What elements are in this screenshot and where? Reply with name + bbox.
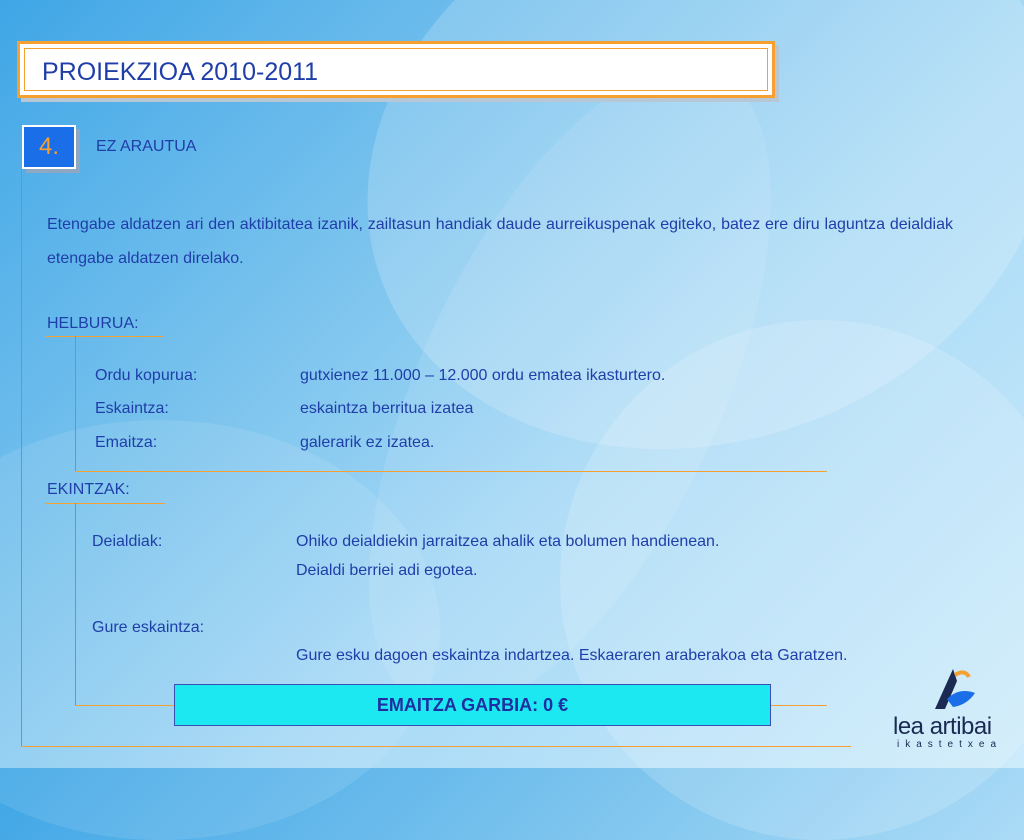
logo-mark-icon [925, 665, 985, 713]
ekintzak-underline [45, 503, 165, 504]
logo-wordmark: lea artibai [893, 713, 992, 740]
helburua-value-emaitza: galerarik ez izatea. [300, 434, 435, 451]
left-vertical-line [21, 169, 22, 746]
helburua-value-ordu: gutxienez 11.000 – 12.000 ordu ematea ikasturtero. [300, 367, 666, 384]
bottom-divider [21, 746, 851, 747]
section-number: 4. [22, 125, 76, 169]
title-box [17, 41, 775, 98]
helburua-label-eskaintza: Eskaintza: [95, 400, 169, 417]
helburua-value-eskaintza: eskaintza berritua izatea [300, 400, 474, 417]
deialdiak-label: Deialdiak: [92, 533, 163, 550]
ekintzak-vertical-line [75, 503, 76, 705]
helburua-label-emaitza: Emaitza: [95, 434, 158, 451]
background-swirl [560, 320, 1024, 840]
gure-eskaintza-label: Gure eskaintza: [92, 619, 205, 636]
helburua-underline [45, 336, 163, 337]
helburua-heading: HELBURUA: [47, 315, 139, 332]
deialdiak-line1: Ohiko deialdiekin jarraitzea ahalik eta bolumen handienean. [296, 533, 720, 550]
ekintzak-heading: EKINTZAK: [47, 481, 130, 498]
deialdiak-line2: Deialdi berriei adi egotea. [296, 562, 478, 579]
section-label: EZ ARAUTUA [96, 138, 197, 155]
gure-eskaintza-value: Gure esku dagoen eskaintza indartzea. Eskaeraren araberakoa eta Garatzen. [296, 647, 848, 664]
helburua-vertical-line [75, 336, 76, 471]
helburua-divider [75, 471, 827, 472]
intro-paragraph: Etengabe aldatzen ari den aktibitatea izanik, zailtasun handiak daude aurreikuspenak egiteko, batez ere diru laguntza deialdiak etengabe aldatzen direlako. [47, 216, 953, 267]
slide-title: PROIEKZIOA 2010-2011 [42, 58, 319, 86]
lea-artibai-logo [893, 665, 1013, 755]
result-box: EMAITZA GARBIA: 0 € [174, 684, 771, 726]
helburua-label-ordu: Ordu kopurua: [95, 367, 198, 384]
logo-subtitle: ikastetxea [897, 739, 1003, 750]
